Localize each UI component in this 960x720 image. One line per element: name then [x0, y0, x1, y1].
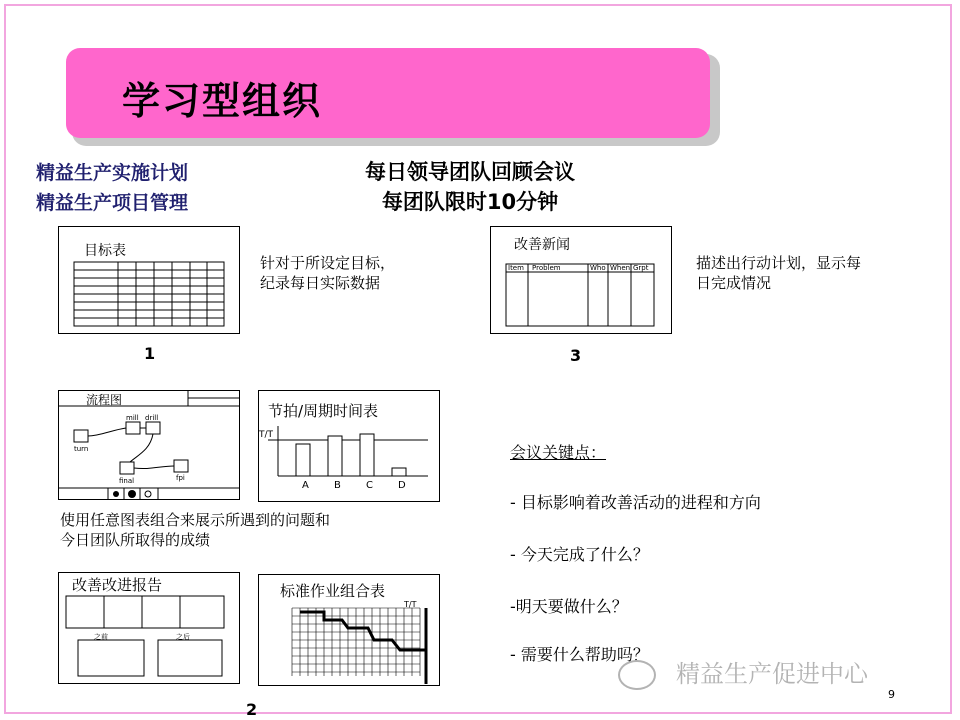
target-table-desc-1: 针对于所设定目标， [260, 254, 396, 272]
report-after-label: 之后 [176, 633, 190, 641]
panel-number-3: 3 [570, 346, 582, 365]
node-drill: drill [145, 414, 159, 422]
cycle-chart-label: 节拍/周期时间表 [268, 402, 379, 420]
flowchart-label: 流程图 [86, 393, 123, 407]
news-col-problem: Problem [532, 264, 561, 272]
key-point-1: - 目标影响着改善活动的进程和方向 [510, 493, 761, 512]
watermark-text: 精益生产促进中心 [676, 660, 868, 688]
target-table-label: 目标表 [84, 243, 126, 259]
report-before-label: 之前 [94, 633, 108, 641]
left-heading-line-1: 精益生产实施计划 [36, 162, 189, 184]
improvement-report-label: 改善改进报告 [72, 576, 163, 594]
cycle-x-B: B [334, 480, 341, 491]
news-col-who: Who [590, 264, 606, 272]
cycle-chart-ylabel: T/T [259, 430, 274, 440]
center-heading-line-2: 每团队限时10分钟 [381, 190, 559, 214]
news-col-when: When [610, 264, 631, 272]
key-point-3: -明天要做什么？ [510, 597, 628, 616]
news-col-grpt: Grpt [633, 264, 649, 272]
news-col-item: Item [508, 264, 524, 272]
node-mill: mill [126, 414, 139, 422]
news-desc-1: 描述出行动计划，显示每 [696, 254, 862, 272]
center-heading-line-1: 每日领导团队回顾会议 [365, 160, 575, 184]
combo-desc-2: 今日团队所取得的成绩 [60, 531, 211, 549]
key-points-heading: 会议关键点： [510, 443, 607, 462]
key-point-4: - 需要什么帮助吗？ [510, 645, 649, 664]
node-turn: turn [74, 445, 89, 453]
standard-work-label: 标准作业组合表 [280, 582, 386, 600]
panel-number-1: 1 [144, 344, 156, 363]
standard-work-tt: T/T [404, 600, 417, 609]
cycle-x-D: D [398, 480, 406, 491]
combo-desc-1: 使用任意图表组合来展示所遇到的问题和 [60, 511, 331, 529]
news-desc-2: 日完成情况 [696, 274, 772, 292]
wechat-icon [618, 660, 656, 690]
target-table-desc-2: 纪录每日实际数据 [260, 274, 381, 292]
cycle-x-A: A [302, 480, 309, 491]
key-point-2: - 今天完成了什么？ [510, 545, 649, 564]
node-final: final [119, 477, 135, 485]
panel-number-2: 2 [246, 700, 258, 719]
slide-title: 学习型组织 [122, 79, 323, 123]
left-heading-line-2: 精益生产项目管理 [36, 192, 189, 214]
node-fpi: fpi [176, 474, 185, 482]
page-number: 9 [888, 688, 895, 701]
improvement-news-label: 改善新闻 [514, 237, 570, 253]
cycle-x-C: C [366, 480, 373, 491]
